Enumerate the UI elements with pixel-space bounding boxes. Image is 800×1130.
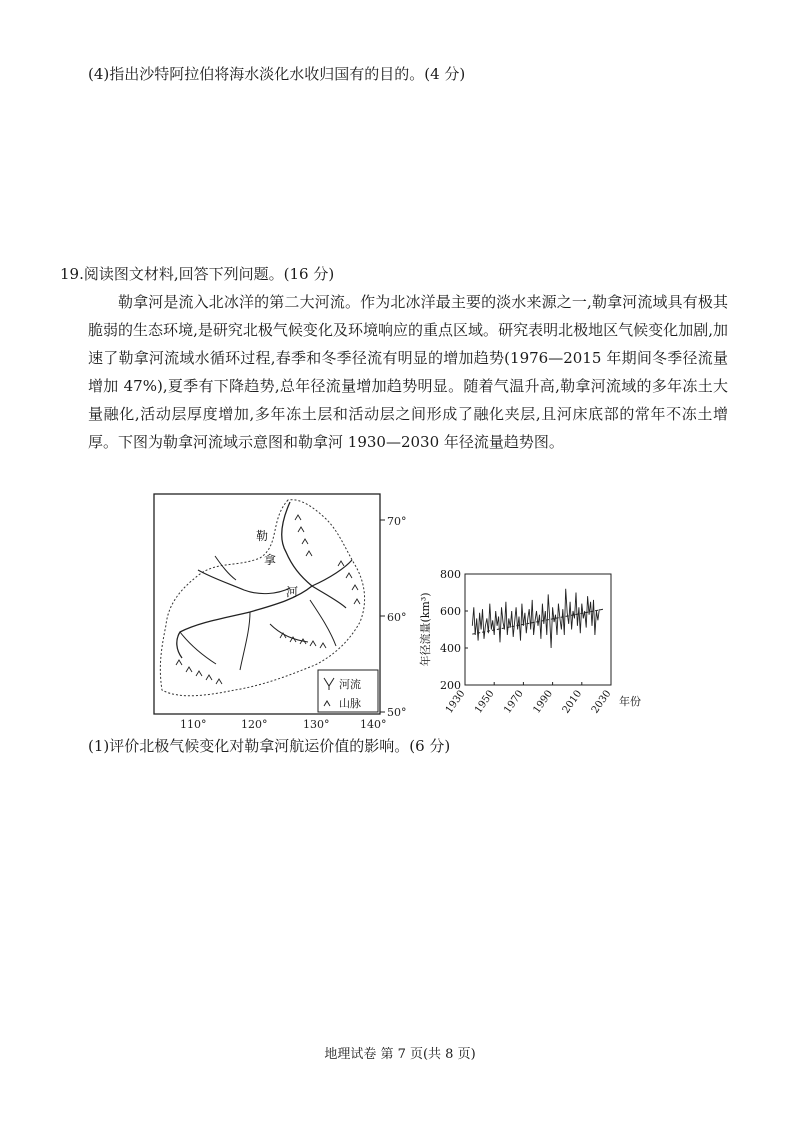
y-tick-label: 400 [440, 642, 461, 655]
x-tick-label: 1930 [443, 688, 468, 716]
chart-x-axis-label: 年份 [619, 695, 641, 708]
page-footer: 地理试卷 第 7 页(共 8 页) [324, 1047, 476, 1062]
x-tick-label: 2030 [589, 688, 614, 716]
question-19-paragraph: 勒拿河是流入北冰洋的第二大河流。作为北冰洋最主要的淡水来源之一,勒拿河流域具有极其脆弱的生态环境,是研究北极气候变化及环境响应的重点区域。研究表明北极地区气候变化加剧,加速了勒拿河流域水循环过程,春季和冬季径流有明显的增加趋势(1976—2015 年期间冬季径流量增加 47%),夏季有下降趋势,总年径流量增加趋势明显。随着气温升高,勒拿河流域的多年冻土大量融化,活动层厚度增加,多年冻土层和活动层之间形成了融化夹层,且河床底部的常年不冻土增厚。下图为勒拿河流域示意图和勒拿河 1930—2030 年径流量趋势图。 [88, 293, 728, 451]
river-name-char-1: 勒 [256, 529, 269, 543]
runoff-trend-chart [415, 560, 660, 720]
lat-label-50: 50° [387, 706, 407, 719]
x-tick-label: 1990 [531, 688, 556, 716]
y-tick-label: 800 [440, 568, 461, 581]
lon-label-140: 140° [360, 718, 387, 730]
y-tick-label: 600 [440, 605, 461, 618]
x-tick-label: 1950 [473, 688, 497, 716]
question-19-header: 19.阅读图文材料,回答下列问题。(16 分) [60, 265, 335, 283]
lon-label-110: 110° [180, 718, 207, 730]
x-tick-label: 1970 [502, 688, 526, 716]
lat-label-60: 60° [387, 611, 407, 624]
x-tick-label: 2010 [560, 688, 585, 716]
lon-label-130: 130° [303, 718, 330, 730]
river-name-char-2: 拿 [264, 553, 277, 567]
river-name-char-3: 河 [286, 585, 299, 599]
lon-label-120: 120° [241, 718, 268, 730]
legend-mountain-label: 山脉 [339, 697, 361, 710]
chart-plot-frame [465, 574, 611, 685]
legend-river-label: 河流 [339, 678, 361, 691]
chart-y-axis-label: 年径流量(km³) [419, 592, 432, 667]
question-19-sub-1: (1)评价北极气候变化对勒拿河航运价值的影响。(6 分) [88, 737, 451, 755]
question-4: (4)指出沙特阿拉伯将海水淡化水收归国有的目的。(4 分) [88, 65, 466, 83]
lena-basin-map [140, 490, 410, 730]
y-tick-label: 200 [440, 679, 461, 692]
lat-label-70: 70° [387, 515, 407, 528]
runoff-series-line [472, 589, 599, 648]
